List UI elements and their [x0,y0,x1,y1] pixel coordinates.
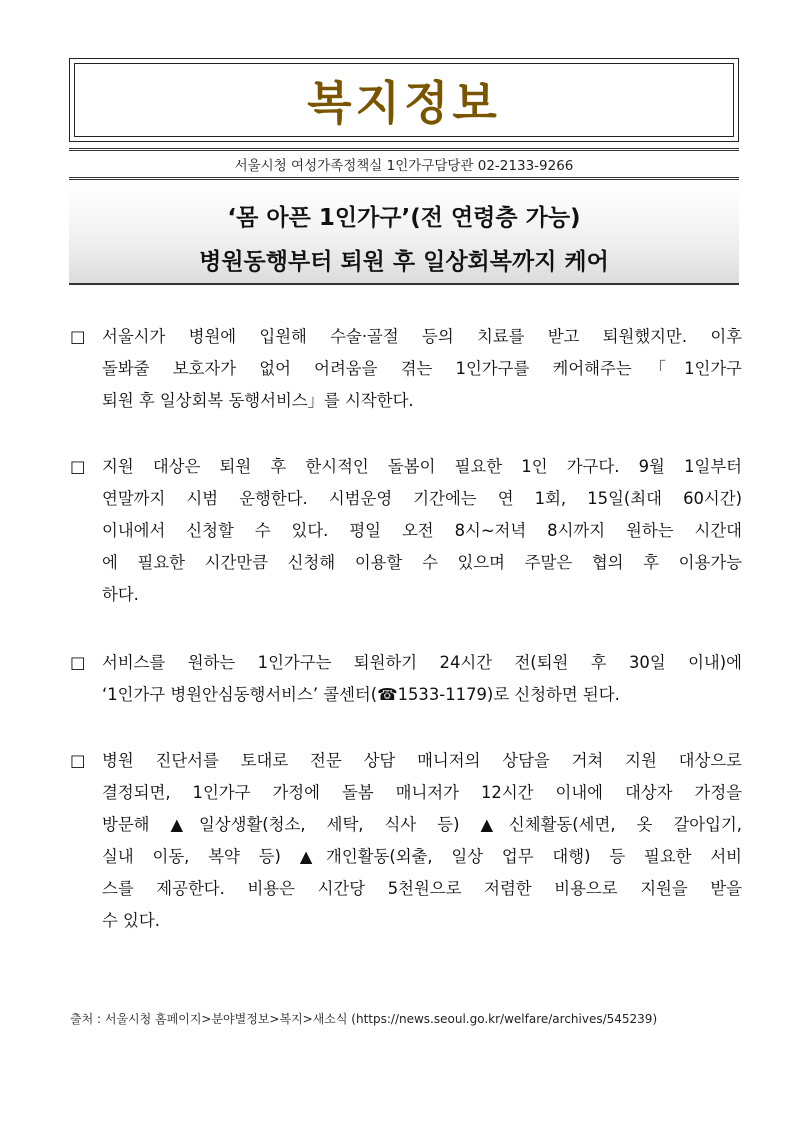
paragraph-line: 돌봐줄 보호자가 없어 어려움을 겪는 1인가구를 케어해주는「1인가구 [102,359,742,378]
checkbox-bullet-icon: □ [70,751,86,770]
contact-bar [69,148,739,180]
paragraph-line: 서울시가 병원에 입원해 수술·골절 등의 치료를 받고 퇴원했지만. 이후 [102,327,742,346]
paragraph-line: 실내 이동, 복약 등) ▲개인활동(외출, 일상 업무 대행) 등 필요한 서비 [102,847,742,866]
checkbox-bullet-icon: □ [70,457,86,476]
headline-box [69,183,739,285]
paragraph-line: 퇴원 후 일상회복 동행서비스」를 시작한다. [102,391,414,410]
page-title: 복지정보 [307,76,501,130]
paragraph-3 [70,647,742,711]
title-box [69,58,739,142]
paragraph-line: 방문해 ▲일상생활(청소, 세탁, 식사 등) ▲신체활동(세면, 옷 갈아입기, [102,815,742,834]
paragraph-line: 에 필요한 시간만큼 신청해 이용할 수 있으며 주말은 협의 후 이용가능 [102,553,742,572]
paragraph-line: 병원 진단서를 토대로 전문 상담 매니저의 상담을 거쳐 지원 대상으로 [102,751,742,770]
paragraph-line: 결정되면, 1인가구 가정에 돌봄 매니저가 12시간 이내에 대상자 가정을 [102,783,742,802]
paragraph-line: ‘1인가구 병원안심동행서비스’ 콜센터(☎1533-1179)로 신청하면 된다. [102,685,620,704]
paragraph-line: 하다. [102,585,139,604]
paragraph-2 [70,451,742,611]
paragraph-line: 스를 제공한다. 비용은 시간당 5천원으로 저렴한 비용으로 지원을 받을 [102,879,742,898]
paragraph-line: 이내에서 신청할 수 있다. 평일 오전 8시~저녁 8시까지 원하는 시간대 [102,521,742,540]
paragraph-line: 서비스를 원하는 1인가구는 퇴원하기 24시간 전(퇴원 후 30일 이내)에 [102,653,742,672]
checkbox-bullet-icon: □ [70,653,86,672]
contact-info: 서울시청 여성가족정책실 1인가구담당관 02-2133-9266 [234,158,574,174]
paragraph-line: 수 있다. [102,911,160,930]
headline-line-2: 병원동행부터 퇴원 후 일상회복까지 케어 [199,249,609,275]
checkbox-bullet-icon: □ [70,327,86,346]
source-citation: 출처 : 서울시청 홈페이지>분야별정보>복지>새소식 (https://news.seoul.go.kr/welfare/archives/545239) [70,1012,658,1026]
title-box-inner [74,63,734,137]
paragraph-line: 지원 대상은 퇴원 후 한시적인 돌봄이 필요한 1인 가구다. 9월 1일부터 [102,457,742,476]
paragraph-line: 연말까지 시범 운행한다. 시범운영 기간에는 연 1회, 15일(최대 60시간) [102,489,742,508]
headline-line-1: ‘몸 아픈 1인가구’(전 연령층 가능) [227,205,581,231]
paragraph-1 [70,321,742,417]
paragraph-4 [70,745,742,937]
